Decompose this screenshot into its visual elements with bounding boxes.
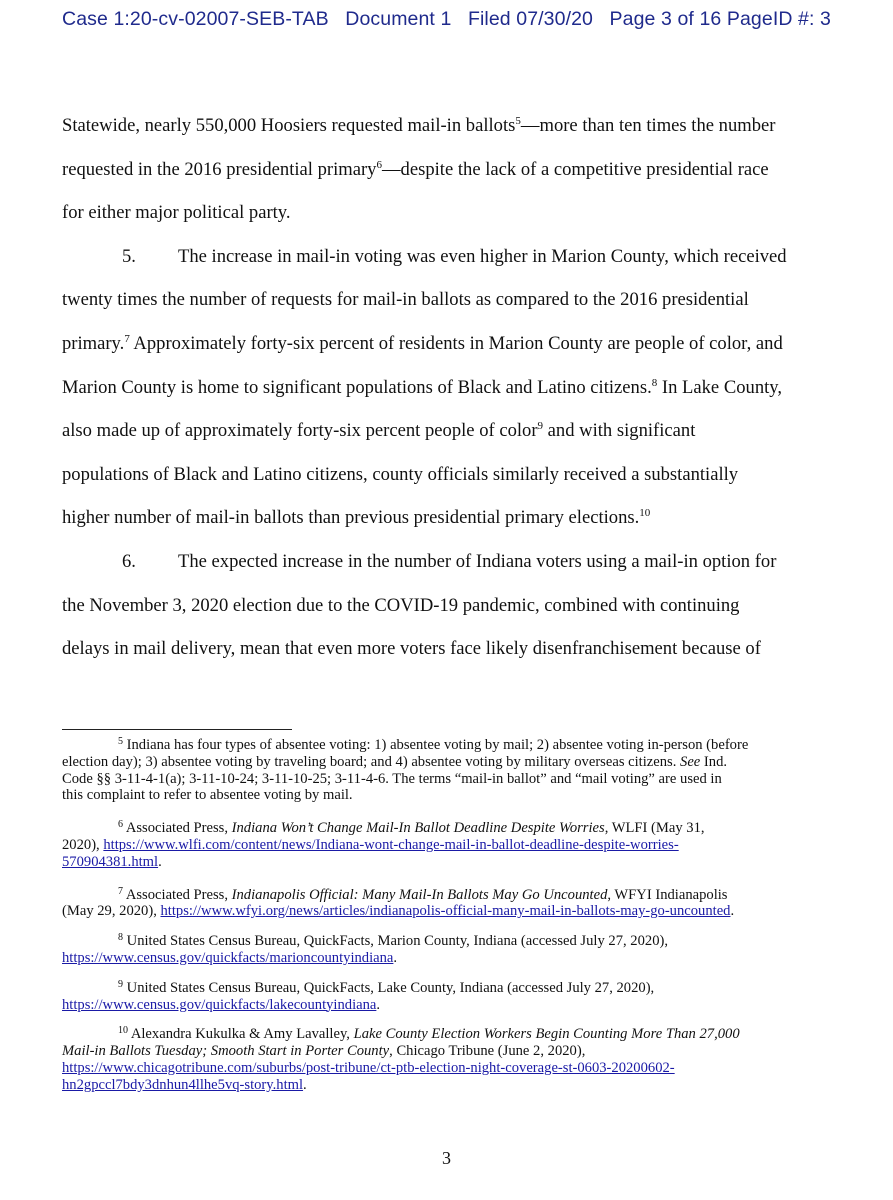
footnote-divider [62,729,292,730]
footnote-ref-8[interactable]: 8 [651,376,658,389]
wlfi-article-link[interactable]: https://www.wlfi.com/content/news/Indiana-wont-change-mail-in-ballot-deadline-despite-worries- [103,836,679,853]
page-count: Page 3 of 16 [609,8,722,30]
footnote-6: $^6$ Associated Press, Indiana Won’t Change Mail-In Ballot Deadline Despite Worries, WLFI (May 31, 2020), https://www.wlfi.com/content/news/Indiana-wont-change-mail-in-ballot-deadline-despite-worries- 570904381.html. [62,819,705,870]
footnote-ref-6[interactable]: 6 [376,158,382,171]
footnote-9: $^9$ United States Census Bureau, QuickFacts, Lake County, Indiana (accessed July 27, 2020), https://www.census.gov/quickfacts/lakecountyindiana. [62,978,655,1013]
footnote-5: $^5$ Indiana has four types of absentee voting: 1) absentee voting by mail; 2) absentee voting in-person (before election day); 3) absentee voting by traveling board; and 4) absentee voting by military overseas citizens. See Ind. Code §§ 3-11-4-1(a); 3-11-10-24; 3-11-10-25; 3-11-4-6. The terms “mail-in ballot” and “mail voting” are used in this complaint to refer to absentee voting by mail. [62,736,749,804]
filed-date: Filed 07/30/20 [467,8,593,30]
census-marion-link[interactable]: https://www.census.gov/quickfacts/marioncountyindiana [62,949,394,966]
wlfi-article-link-cont[interactable]: 570904381.html [62,853,159,870]
footnote-ref-9[interactable]: 9 [537,420,544,433]
chicago-tribune-link[interactable]: https://www.chicagotribune.com/suburbs/post-tribune/ct-ptb-election-night-coverage-st-0603-20200602- [62,1059,675,1076]
wfyi-article-link[interactable]: https://www.wfyi.org/news/articles/indianapolis-official-many-mail-in-ballots-may-go-uncounted [160,903,731,920]
case-header [0,8,893,31]
case-number: Case 1:20-cv-02007-SEB-TAB [62,8,329,30]
footnote-8: $^8$ United States Census Bureau, QuickFacts, Marion County, Indiana (accessed July 27, 2020), https://www.census.gov/quickfacts/marioncountyindiana. [62,932,668,966]
page-number: 3 [442,1148,451,1168]
paragraph-5: 5. The increase in mail-in voting was even higher in Marion County, which received twenty times the number of requests for mail-in ballots as compared to the 2016 presidential primary.$^7$ Approximately forty-six percent of residents in Marion County are people of color, and Marion County is home to significant populations of Black and Latino citizens.$^8$ In Lake County, also made up of approximately forty-six percent people of color$^9$ and with significant populations of Black and Latino citizens, county officials similarly received a substantially higher number of mail-in ballots than previous presidential primary elections.$^{10}$ [62,245,787,529]
paragraph-number: 6. [122,550,136,572]
footnote-ref-5[interactable]: 5 [515,115,521,127]
chicago-tribune-link-cont[interactable]: hn2gpccl7bdy3dnhun4llhe5vq-story.html [62,1076,304,1093]
footnotes [62,737,822,1110]
footnote-ref-7[interactable]: 7 [124,332,130,345]
paragraph-4-continued: Statewide, nearly 550,000 Hoosiers requested mail-in ballots$^5$—more than ten times the number requested in the 2016 presidential primary$^6$—despite the lack of a competitive presidential race for either major political party. [62,115,776,224]
footnote-10: $^{10}$ Alexandra Kukulka & Amy Lavalley, Lake County Election Workers Begin Counting More Than 27,000 Mail-in Ballots Tuesday; Smooth Start in Porter County, Chicago Tribune (June 2, 2020), https://www.chicagotribune.com/suburbs/post-tribune/ct-ptb-election-night-coverage-st-0603-20200602- hn2gpccl7bdy3dnhun4llhe5vq-story.html. [62,1025,740,1093]
footnote-ref-10[interactable]: 10 [639,507,651,520]
body-text [62,104,822,671]
paragraph-number: 5. [122,245,136,267]
census-lake-link[interactable]: https://www.census.gov/quickfacts/lakecountyindiana [62,996,377,1013]
footnote-7: $^7$ Associated Press, Indianapolis Official: Many Mail-In Ballots May Go Uncounted, WFYI Indianapolis (May 29, 2020), https://www.wfyi.org/news/articles/indianapolis-official-many-mail-in-ballots-may-go-uncounted. [62,885,735,920]
page-id: PageID #: 3 [726,8,831,30]
document-number: Document 1 [345,8,452,30]
paragraph-6: 6. The expected increase in the number of Indiana voters using a mail-in option for the November 3, 2020 election due to the COVID-19 pandemic, combined with continuing delays in mail delivery, mean that even more voters face likely disenfranchisement because of [62,550,777,660]
